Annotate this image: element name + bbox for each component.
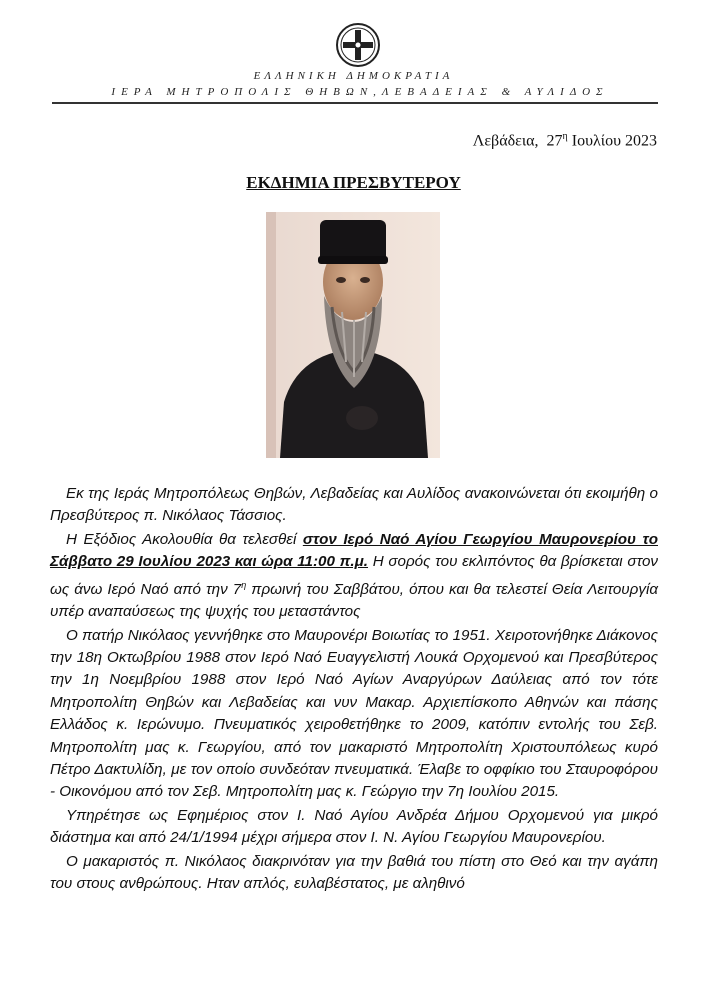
paragraph-announcement: Εκ της Ιεράς Μητροπόλεως Θηβών, Λεβαδείας και Αυλίδος ανακοινώνεται ότι εκοιμήθη ο Πρεσβύτερος π. Νικόλαος Τάσσιος.	[50, 485, 658, 525]
header-divider	[52, 102, 658, 104]
date-sup: η	[562, 131, 568, 142]
funeral-tail: πρωινή του Σαββάτου, όπου και θα τελεστεί Θεία Λειτουργία υπέρ αναπαύσεως της ψυχής του μεταστάντος	[50, 580, 658, 621]
funeral-body: Η σορός του εκλιπόντος θα βρίσκεται στον ως άνω Ιερό Ναό από την 7	[50, 553, 658, 598]
paragraph-character: Ο μακαριστός π. Νικόλαος διακρινόταν για την βαθιά του πίστη στο Θεό και την αγάπη του στους ανθρώπους. Ηταν απλός, ευλαβέστατος, με αληθινό	[50, 852, 658, 892]
funeral-details: στον Ιερό Ναό Αγίου Γεωργίου Μαυρονερίου το Σάββατο 29 Ιουλίου 2023 και ώρα 11:00 π.μ.	[50, 530, 658, 571]
date-day: 27	[546, 132, 563, 150]
paragraph-biography: Ο πατήρ Νικόλαος γεννήθηκε στο Μαυρονέρι Βοιωτίας το 1951. Χειροτονήθηκε Διάκονος την 18η Οκτωβρίου 1988 στον Ιερό Ναό Ευαγγελιστή Λουκά Ορχομενού και Πρεσβύτερος την 1η Νοεμβρίου 1988 στον Ιερό Ναό Αγίων Αναργύρων Δαύλειας από τον τότε Μητροπολίτη Θηβών και Λεβαδείας και νυν Μακαρ. Αρχιεπίσκοπο Αθηνών και πάσης Ελλάδος κ. Ιερώνυμο. Πνευματικός χειροθετήθηκε το 2009, κατόπιν εντολής του Σεβ. Μητροπολίτη μας κ. Γεωργίου, από τον μακαριστό Μητροπολίτη Χριστουπόλεως κυρό Πέτρο Δακτυλίδη, με τον οποίο συνδεόταν πνευματικά. Έλαβε το οφφίκιο του Σταυροφόρου - Οικονόμου από τον Σεβ. Μητροπολίτη μας κ. Γεώργιο την 7η Ιουλίου 2015.	[50, 626, 658, 801]
header-country: ΕΛΛΗΝΙΚΗ ΔΗΜΟΚΡΑΤΙΑ	[253, 70, 454, 82]
dateline	[473, 131, 657, 150]
announcement-body	[50, 483, 658, 896]
date-rest: Ιουλίου 2023	[571, 132, 657, 150]
cross-seal-icon	[335, 22, 381, 68]
page-title: ΕΚΔΗΜΙΑ ΠΡΕΣΒΥΤΕΡΟΥ	[246, 173, 461, 192]
paragraph-funeral	[50, 529, 658, 624]
funeral-sup: η	[241, 579, 247, 590]
header-metropolis: ΙΕΡΑ ΜΗΤΡΟΠΟΛΙΣ ΘΗΒΩΝ,ΛΕΒΑΔΕΙΑΣ & ΑΥΛΙΔΟΣ	[111, 86, 609, 98]
paragraph-service: Υπηρέτησε ως Εφημέριος στον Ι. Ναό Αγίου Ανδρέα Δήμου Ορχομενού για μικρό διάστημα και από 24/1/1994 μέχρι σήμερα στον Ι. Ν. Αγίου Γεωργίου Μαυρονερίου.	[50, 806, 658, 847]
funeral-intro: Η Εξόδιος Ακολουθία θα τελεσθεί	[66, 530, 297, 548]
date-place: Λεβάδεια,	[472, 132, 539, 150]
priest-portrait-photo	[266, 212, 440, 458]
